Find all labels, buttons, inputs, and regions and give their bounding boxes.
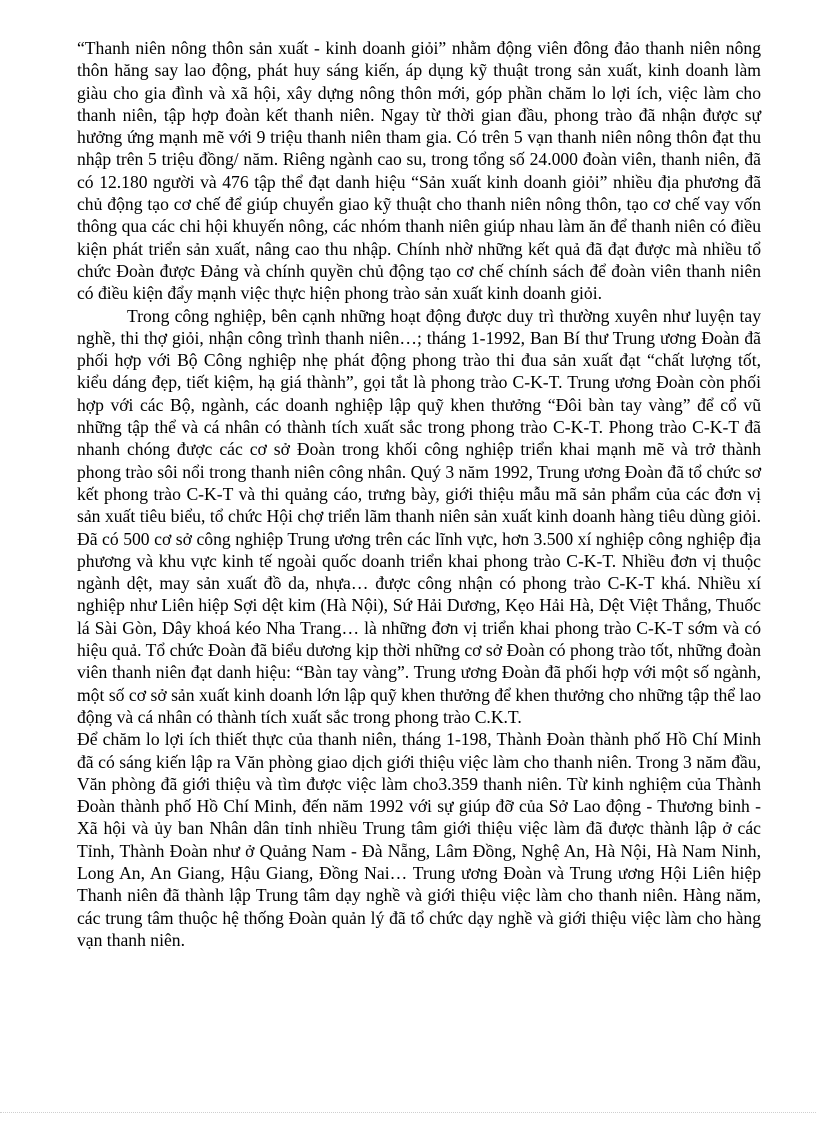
- page-bottom-divider: [0, 1112, 816, 1113]
- document-page: [77, 37, 761, 951]
- paragraph-industry-ckt: Trong công nghiệp, bên cạnh những hoạt động được duy trì thường xuyên như luyện tay nghề, thi thợ giỏi, nhận công trình thanh niên…; tháng 1-1992, Ban Bí thư Trung ương Đoàn đã phối hợp với Bộ Công nghiệp nhẹ phát động phong trào thi đua sản xuất đạt “chất lượng tốt, kiểu dáng đẹp, tiết kiệm, hạ giá thành”, gọi tắt là phong trào C-K-T. Trung ương Đoàn còn phối hợp với các Bộ, ngành, các doanh nghiệp lập quỹ khen thưởng “Đôi bàn tay vàng” để cổ vũ những tập thể và cá nhân có thành tích xuất sắc trong phong trào C-K-T. Phong trào C-K-T đã nhanh chóng được các cơ sở Đoàn trong khối công nghiệp triển khai mạnh mẽ và trở thành phong trào sôi nổi trong thanh niên công nhân. Quý 3 năm 1992, Trung ương Đoàn đã tổ chức sơ kết phong trào C-K-T và thi quảng cáo, trưng bày, giới thiệu mẫu mã sản phẩm của các đơn vị sản xuất tiêu biểu, tổ chức Hội chợ triển lãm thanh niên sản xuất kinh doanh hàng tiêu dùng giỏi. Đã có 500 cơ sở công nghiệp Trung ương trên các lĩnh vực, hơn 3.500 xí nghiệp công nghiệp địa phương và khu vực kinh tế ngoài quốc doanh triển khai phong trào C-K-T. Nhiều đơn vị thuộc ngành dệt, may sản xuất đồ da, nhựa… được công nhận có phong trào C-K-T khá. Nhiều xí nghiệp như Liên hiệp Sợi dệt kim (Hà Nội), Sứ Hải Dương, Kẹo Hải Hà, Dệt Việt Thắng, Thuốc lá Sài Gòn, Dây khoá kéo Nha Trang… là những đơn vị triển khai phong trào C-K-T sớm và có hiệu quả. Tổ chức Đoàn đã biểu dương kịp thời những cơ sở Đoàn có phong trào tốt, những đoàn viên thanh niên đạt danh hiệu: “Bàn tay vàng”. Trung ương Đoàn đã phối hợp với một số ngành, một số cơ sở sản xuất kinh doanh lớn lập quỹ khen thưởng để khen thưởng cho những tập thể lao động và cá nhân có thành tích xuất sắc trong phong trào C.K.T.: [77, 305, 761, 727]
- paragraph-rural-youth: “Thanh niên nông thôn sản xuất - kinh doanh giỏi” nhằm động viên đông đảo thanh niên nông thôn hăng say lao động, phát huy sáng kiến, áp dụng kỹ thuật trong sản xuất, kinh doanh làm giàu cho gia đình và xã hội, xây dựng nông thôn mới, góp phần chăm lo lợi ích, việc làm cho thanh niên, tập hợp đoàn kết thanh niên. Ngay từ thời gian đầu, phong trào đã nhận được sự hưởng ứng mạnh mẽ với 9 triệu thanh niên tham gia. Có trên 5 vạn thanh niên nông thôn đạt thu nhập trên 5 triệu đồng/ năm. Riêng ngành cao su, trong tổng số 24.000 đoàn viên, thanh niên, đã có 12.180 người và 476 tập thể đạt danh hiệu “Sản xuất kinh doanh giỏi” nhiều địa phương đã chủ động tạo cơ chế để giúp chuyển giao kỹ thuật cho thanh niên nông thôn, tạo cơ chế vay vốn thông qua các chi hội khuyến nông, các nhóm thanh niên giúp nhau làm ăn để thanh niên có điều kiện phát triển sản xuất, nâng cao thu nhập. Chính nhờ những kết quả đã đạt được mà nhiều tổ chức Đoàn được Đảng và chính quyền chủ động tạo cơ chế chính sách để đoàn viên thanh niên có điều kiện đẩy mạnh việc thực hiện phong trào sản xuất kinh doanh giỏi.: [77, 38, 761, 304]
- paragraph-job-placement: Để chăm lo lợi ích thiết thực của thanh niên, tháng 1-198, Thành Đoàn thành phố Hồ Chí Minh đã có sáng kiến lập ra Văn phòng giao dịch giới thiệu việc làm cho thanh niên. Trong 3 năm đầu, Văn phòng đã giới thiệu và tìm được việc làm cho3.359 thanh niên. Từ kinh nghiệm của Thành Đoàn thành phố Hồ Chí Minh, đến năm 1992 với sự giúp đỡ của Sở Lao động - Thương binh - Xã hội và ủy ban Nhân dân tỉnh nhiều Trung tâm giới thiệu việc làm đã được thành lập ở các Tỉnh, Thành Đoàn như ở Quảng Nam - Đà Nẵng, Lâm Đồng, Nghệ An, Hà Nội, Hà Nam Ninh, Long An, An Giang, Hậu Giang, Đồng Nai… Trung ương Đoàn và Trung ương Hội Liên hiệp Thanh niên đã thành lập Trung tâm dạy nghề và giới thiệu việc làm cho thanh niên. Hàng năm, các trung tâm thuộc hệ thống Đoàn quản lý đã tổ chức dạy nghề và giới thiệu việc làm cho hàng vạn thanh niên.: [77, 729, 761, 950]
